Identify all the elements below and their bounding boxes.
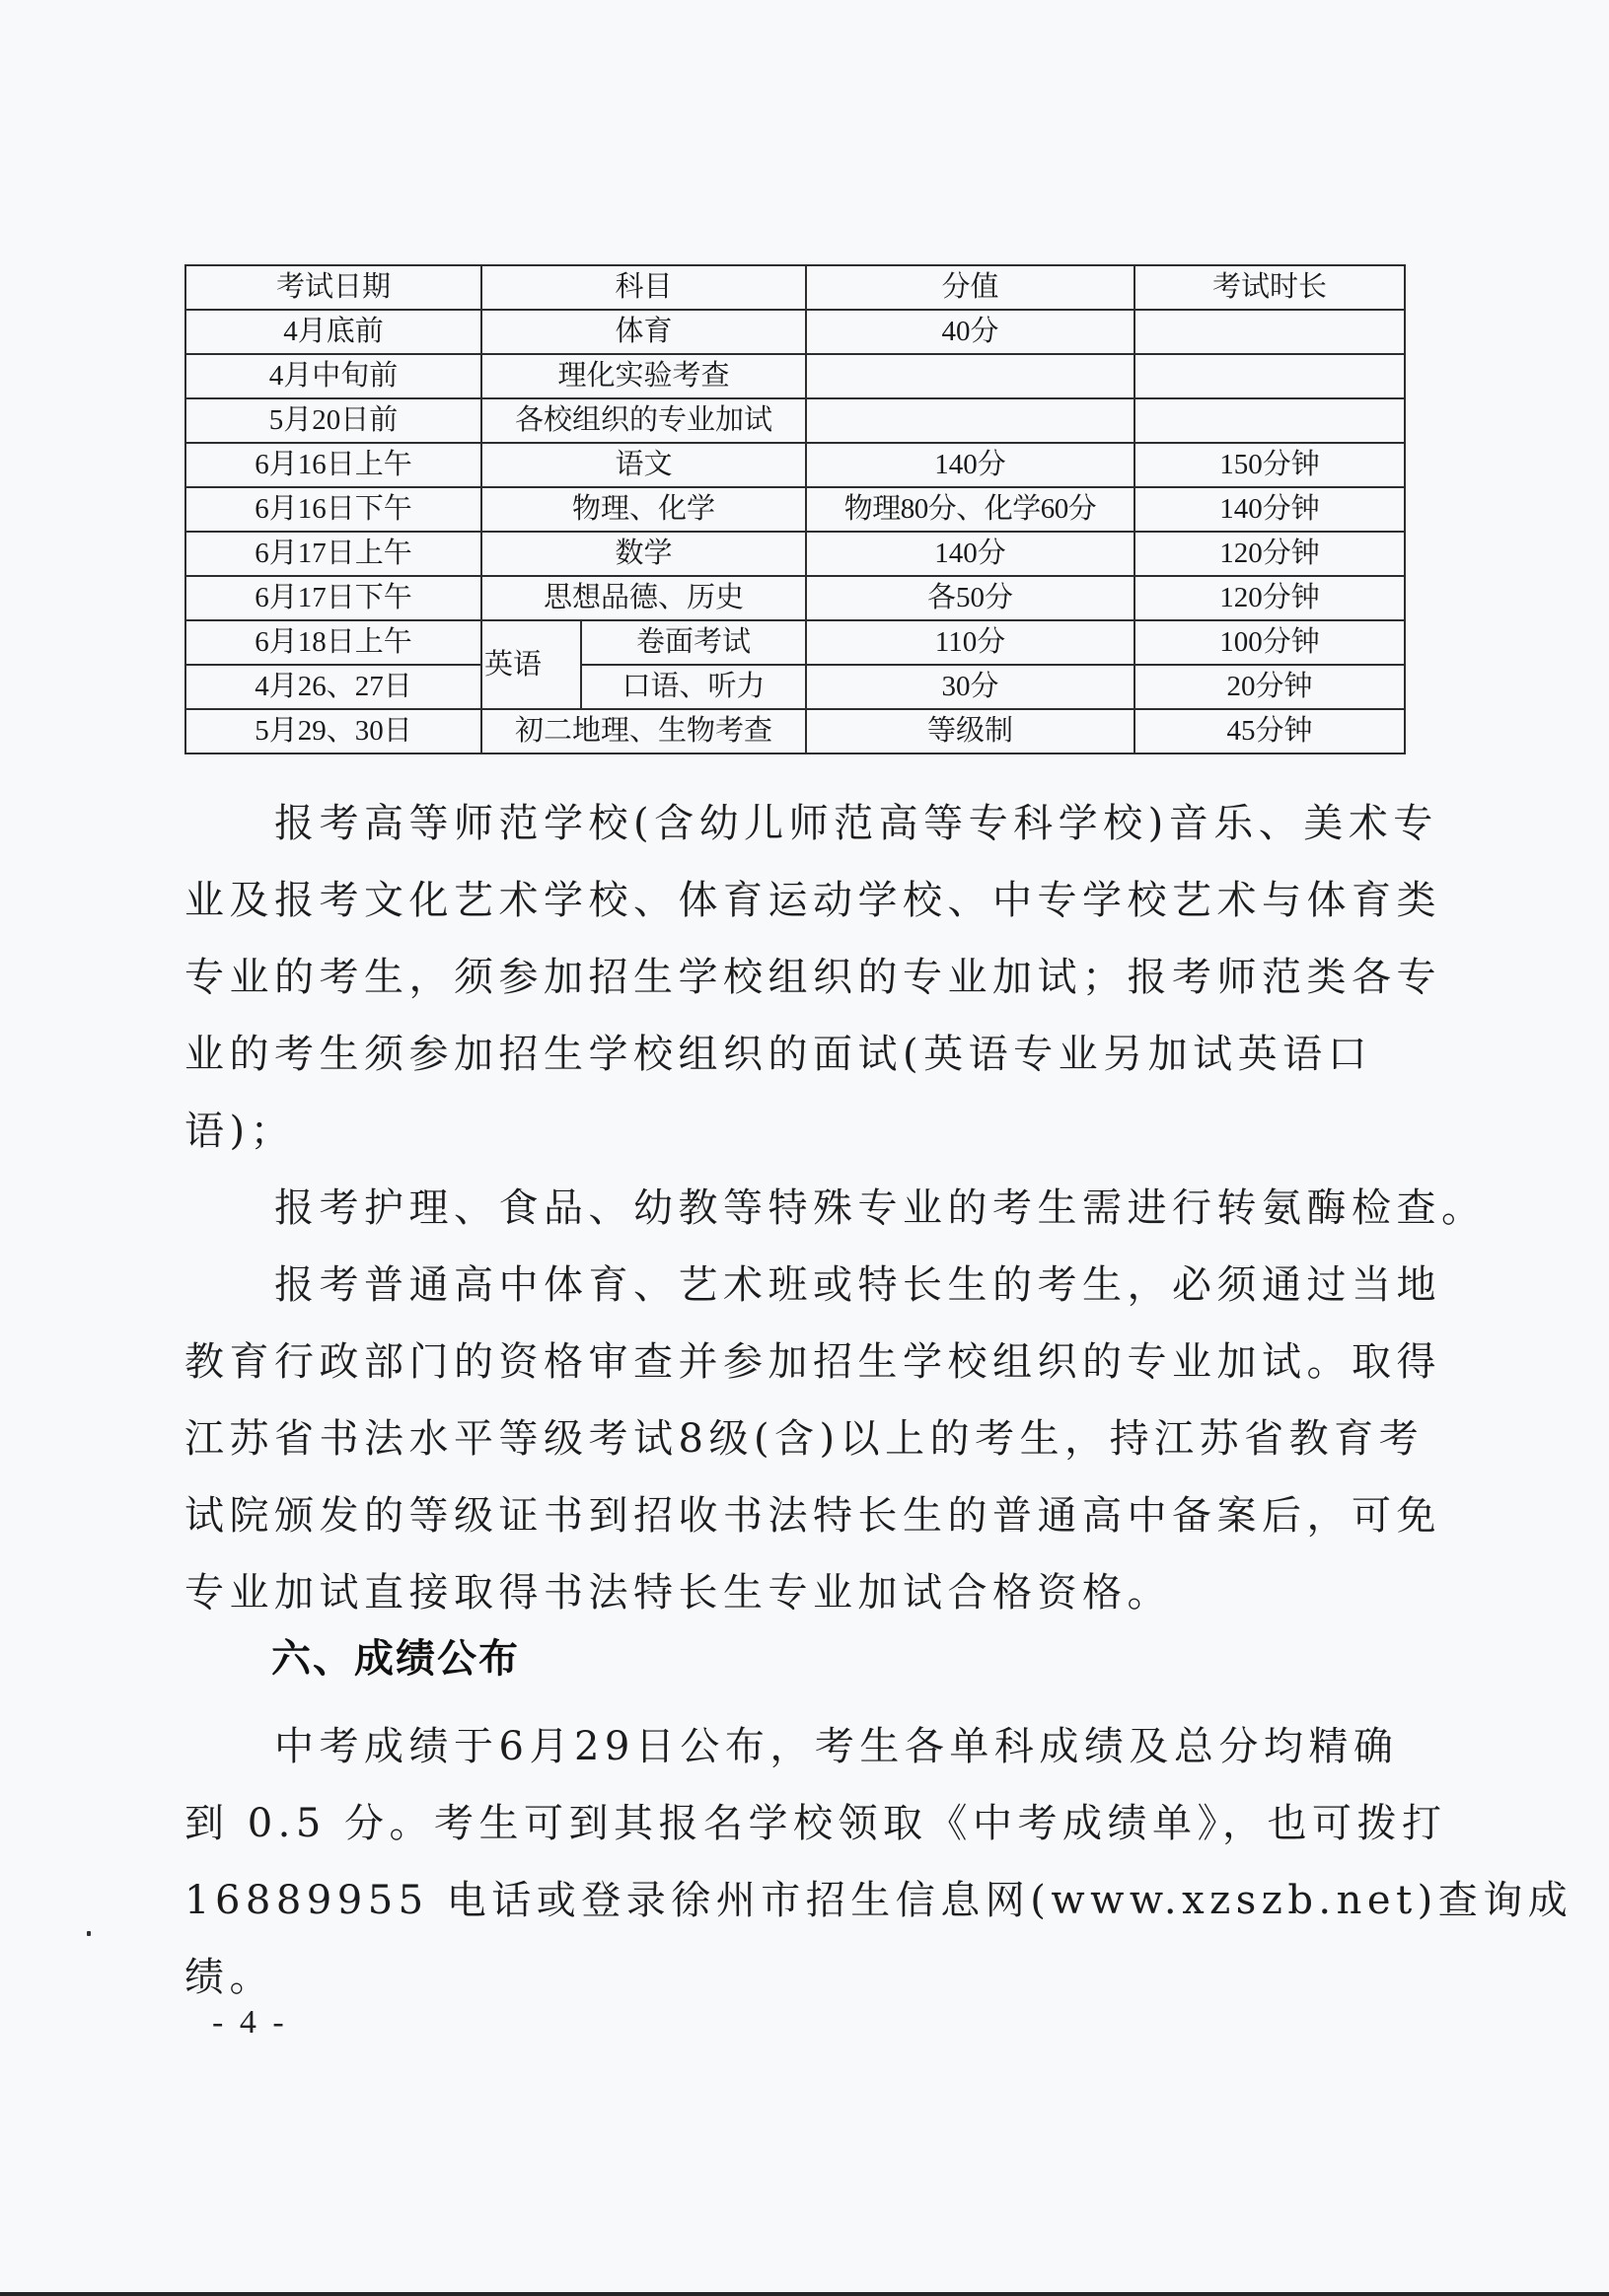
- cell-subject: 口语、听力: [581, 665, 806, 709]
- cell-date: 6月16日下午: [185, 487, 481, 532]
- table-row: [185, 709, 1405, 753]
- text-line: 试院颁发的等级证书到招收书法特长生的普通高中备案后，可免: [184, 1493, 1441, 1539]
- text-line: 报考高等师范学校(含幼儿师范高等专科学校)音乐、美术专: [184, 801, 1438, 846]
- cell-subject: 数学: [481, 532, 806, 576]
- cell-date: 5月20日前: [185, 398, 481, 443]
- text-line: 16889955 电话或登录徐州市招生信息网(www.xzszb.net)查询成: [184, 1878, 1573, 1923]
- text-line: 业及报考文化艺术学校、体育运动学校、中专学校艺术与体育类: [184, 878, 1441, 923]
- text-line: 江苏省书法水平等级考试8级(含)以上的考生，持江苏省教育考: [184, 1416, 1425, 1462]
- table-row: [185, 443, 1405, 487]
- text-line: 中考成绩于6月29日公布，考生各单科成绩及总分均精确: [184, 1724, 1399, 1769]
- cell-subject: 各校组织的专业加试: [481, 398, 806, 443]
- paragraph-health-check: [184, 1170, 1487, 1247]
- cell-duration: 45分钟: [1134, 709, 1405, 753]
- cell-date: 6月17日上午: [185, 532, 481, 576]
- paragraph-score-release: [184, 1708, 1573, 2016]
- text-line: 语)；: [184, 1109, 296, 1154]
- cell-date: 5月29、30日: [185, 709, 481, 753]
- cell-duration: 120分钟: [1134, 532, 1405, 576]
- text-line: 绩。: [184, 1955, 274, 2000]
- cell-date: 4月底前: [185, 310, 481, 354]
- cell-score: 140分: [806, 443, 1134, 487]
- cell-score: 140分: [806, 532, 1134, 576]
- text-line: 专业的考生，须参加招生学校组织的专业加试；报考师范类各专: [184, 955, 1441, 1000]
- paragraph-specialty-students: [184, 1247, 1441, 1631]
- section-heading: 六、成绩公布: [271, 1636, 520, 1682]
- paragraph-art-sports-exam: [184, 785, 1441, 1170]
- text-line: 报考普通高中体育、艺术班或特长生的考生，必须通过当地: [184, 1262, 1441, 1308]
- cell-score: 30分: [806, 665, 1134, 709]
- cell-duration: [1134, 310, 1405, 354]
- header-exam-date: 考试日期: [185, 265, 481, 310]
- cell-date: 4月26、27日: [185, 665, 481, 709]
- table-row: [185, 487, 1405, 532]
- cell-duration: 140分钟: [1134, 487, 1405, 532]
- cell-score: 物理80分、化学60分: [806, 487, 1134, 532]
- cell-subject-group-english: 英语: [481, 620, 581, 709]
- text-line: 报考护理、食品、幼教等特殊专业的考生需进行转氨酶检查。: [184, 1185, 1487, 1231]
- cell-date: 6月16日上午: [185, 443, 481, 487]
- cell-date: 4月中旬前: [185, 354, 481, 398]
- cell-duration: 120分钟: [1134, 576, 1405, 620]
- cell-score: [806, 354, 1134, 398]
- cell-subject: 思想品德、历史: [481, 576, 806, 620]
- cell-duration: 100分钟: [1134, 620, 1405, 665]
- cell-subject: 体育: [481, 310, 806, 354]
- cell-score: 各50分: [806, 576, 1134, 620]
- scan-bottom-edge: [0, 2292, 1609, 2296]
- cell-subject: 语文: [481, 443, 806, 487]
- table-row: [185, 576, 1405, 620]
- table-row: [185, 310, 1405, 354]
- cell-duration: [1134, 354, 1405, 398]
- text-line: 业的考生须参加招生学校组织的面试(英语专业另加试英语口: [184, 1032, 1373, 1077]
- header-score: 分值: [806, 265, 1134, 310]
- cell-score: 等级制: [806, 709, 1134, 753]
- exam-schedule-table: [184, 264, 1406, 754]
- table-header-row: [185, 265, 1405, 310]
- table-row: [185, 398, 1405, 443]
- cell-score: 110分: [806, 620, 1134, 665]
- cell-date: 6月17日下午: [185, 576, 481, 620]
- text-line: 教育行政部门的资格审查并参加招生学校组织的专业加试。取得: [184, 1339, 1441, 1385]
- cell-date: 6月18日上午: [185, 620, 481, 665]
- text-line: 专业加试直接取得书法特长生专业加试合格资格。: [184, 1570, 1172, 1615]
- header-duration: 考试时长: [1134, 265, 1405, 310]
- text-line: 到 0.5 分。考生可到其报名学校领取《中考成绩单》，也可拨打: [184, 1801, 1447, 1846]
- table-row: [185, 354, 1405, 398]
- table-row: [185, 532, 1405, 576]
- table-row: [185, 620, 1405, 665]
- cell-subject: 理化实验考查: [481, 354, 806, 398]
- cell-duration: 20分钟: [1134, 665, 1405, 709]
- cell-score: 40分: [806, 310, 1134, 354]
- page-number: - 4 -: [212, 2004, 288, 2041]
- cell-duration: [1134, 398, 1405, 443]
- cell-subject: 物理、化学: [481, 487, 806, 532]
- cell-subject: 初二地理、生物考查: [481, 709, 806, 753]
- scan-speck: [87, 1931, 91, 1936]
- cell-duration: 150分钟: [1134, 443, 1405, 487]
- cell-subject: 卷面考试: [581, 620, 806, 665]
- cell-score: [806, 398, 1134, 443]
- table-row: [185, 665, 1405, 709]
- header-subject: 科目: [481, 265, 806, 310]
